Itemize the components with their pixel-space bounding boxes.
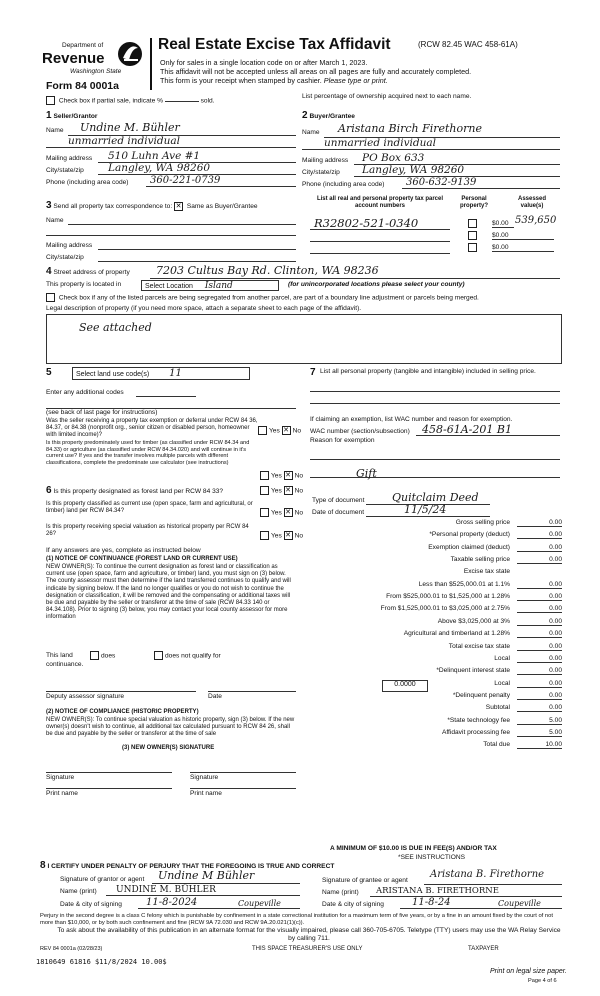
tax-row <box>312 729 562 739</box>
buyer-heading <box>302 110 355 121</box>
tax-row-label: *Delinquent interest state <box>436 667 510 675</box>
no-label: No <box>294 532 304 540</box>
grantor-date-label: Date & city of signing <box>60 901 122 908</box>
current-use-yes-checkbox[interactable] <box>260 508 269 517</box>
personal-property-checkbox[interactable] <box>468 243 477 252</box>
perjury-notice: Perjury in the second degree is a class C felony which is punishable by confinement in a state correctional institution for a maximum term of five years, or by a fine in an amount fixed by the court of not more than $10,000, or by both such confinement and fine (RCW 9A 72.030 and RCW 9A.20.021(1)(c)). <box>40 913 553 926</box>
partial-sale-percent-field[interactable] <box>165 101 199 102</box>
located-in-label: This property is located in <box>46 281 122 288</box>
correspondence-city-label: City/state/zip <box>46 254 84 261</box>
tax-row-label: Exemption claimed (deduct) <box>428 543 510 551</box>
personal-property-section <box>310 367 560 487</box>
tax-row-label: From $525,000.01 to $1,525,000 at 1.28% <box>386 593 510 601</box>
grantee-signature[interactable]: Aristana B. Firethorne <box>430 869 545 880</box>
correspondence-section <box>46 198 296 262</box>
tax-row-label: *Personal property (deduct) <box>429 531 510 539</box>
yes-label: Yes <box>271 472 282 480</box>
tax-row-label: Agricultural and timberland at 1.28% <box>403 630 510 638</box>
no-label: No <box>294 487 304 495</box>
grantee-date-label: Date & city of signing <box>322 901 384 908</box>
seller-address[interactable]: 510 Luhn Ave #1 <box>108 150 201 162</box>
land-use-select-value: 11 <box>169 368 182 379</box>
buyer-phone-label: Phone (including area code) <box>302 181 385 188</box>
grantee-name[interactable]: ARISTANA B. FIRETHORNE <box>376 886 499 896</box>
seller-phone-label: Phone (including area code) <box>46 179 129 186</box>
section4-num: 4 <box>46 266 52 277</box>
tax-row <box>312 655 562 665</box>
owner-print-name-label-2: Print name <box>190 790 222 797</box>
doc-type-value[interactable]: Quitclaim Deed <box>392 491 479 504</box>
location-select-value: Island <box>204 281 233 291</box>
personal-property-label: List all personal property (tangible and intangible) included in selling price. <box>320 368 536 375</box>
partial-sale-checkbox[interactable] <box>46 96 55 105</box>
correspondence-mailing-label: Mailing address <box>46 242 93 249</box>
partial-sale-row <box>46 96 215 105</box>
property-address[interactable]: 7203 Cultus Bay Rd. Clinton, WA 98236 <box>156 264 379 277</box>
does-not-label: does not qualify for <box>165 652 221 660</box>
current-use-yes-no <box>260 508 303 517</box>
header-note-3-text: This form is your receipt when stamped by cashier. <box>160 76 322 85</box>
logo-block <box>38 40 148 100</box>
timber-no-checkbox[interactable] <box>284 471 293 480</box>
seller-num: 1 <box>46 110 52 121</box>
wac-value[interactable]: 458-61A-201 B1 <box>422 423 512 436</box>
seller-address-label: Mailing address <box>46 155 93 162</box>
seller-phone[interactable]: 360-221-0739 <box>150 175 221 186</box>
timber-yes-no <box>260 471 303 480</box>
partial-sale-label: Check box if partial sale, indicate % <box>58 97 163 105</box>
land-use-select-label: Select land use code(s) <box>76 371 150 378</box>
grantor-city[interactable]: Coupeville <box>238 899 281 908</box>
parcel-assessed[interactable]: 539,650 <box>515 215 557 226</box>
agency-name: Revenue <box>42 50 105 67</box>
tax-row <box>312 630 562 640</box>
tax-row <box>312 667 562 677</box>
does-option <box>90 651 115 660</box>
treasurer-space: THIS SPACE TREASURER'S USE ONLY <box>252 946 363 952</box>
doc-date-label: Date of document <box>312 509 365 516</box>
personal-property-checkbox[interactable] <box>468 219 477 228</box>
tax-row <box>312 643 562 653</box>
if-yes-label: If any answers are yes, complete as instructed below <box>46 547 201 554</box>
does-label: does <box>101 652 116 660</box>
header-note-2: This affidavit will not be accepted unless all areas on all pages are fully and accurately completed. <box>160 67 472 76</box>
historic-question: Is this property receiving special valuation as historical property per RCW 84 26? <box>46 524 249 538</box>
located-note: (for unincorporated locations please select your county) <box>288 281 465 288</box>
does-qualify-checkbox[interactable] <box>90 651 99 660</box>
buyer-name-label: Name <box>302 129 320 136</box>
local-rate-box[interactable] <box>382 680 428 692</box>
parcel-table <box>302 196 560 262</box>
notice2-title: (2) NOTICE OF COMPLIANCE (HISTORIC PROPERTY) <box>46 709 199 715</box>
tax-row-label: Total excise tax state <box>448 642 510 650</box>
tax-row <box>312 556 562 566</box>
new-owner-signature-title: (3) NEW OWNER(S) SIGNATURE <box>122 745 215 751</box>
section6-num: 6 <box>46 485 52 496</box>
legal-paper-note: Print on legal size paper. <box>490 968 567 975</box>
forest-yes-no <box>260 486 303 495</box>
buyer-name[interactable]: Aristana Birch Firethorne <box>338 122 482 135</box>
header-note-3-em: Please type or print. <box>323 76 388 85</box>
yes-label: Yes <box>271 532 282 540</box>
owner-signature-label-2: Signature <box>190 774 219 781</box>
seller-name[interactable]: Undine M. Bühler <box>80 121 180 134</box>
tax-row-label: *State technology fee <box>447 716 510 724</box>
segregated-label: Check box if any of the listed parcels are being segregated from another parcel, are part of a boundary line adjustment or parcels being merged. <box>58 294 479 302</box>
section5-num: 5 <box>46 367 52 378</box>
tax-row-label: Gross selling price <box>455 519 510 526</box>
grantor-signature[interactable]: Undine M Bühler <box>158 869 255 882</box>
historic-yes-no <box>260 531 303 540</box>
tax-row-value[interactable]: 0.00 <box>517 581 562 589</box>
does-not-qualify-checkbox[interactable] <box>154 651 163 660</box>
taxpayer-label: TAXPAYER <box>468 946 499 952</box>
tax-row <box>312 680 562 690</box>
grantor-name-label: Name (print) <box>60 888 97 895</box>
exemption-claim-label: If claiming an exemption, list WAC number and reason for exemption. <box>310 416 513 423</box>
tax-row-label: Taxable selling price <box>450 556 510 564</box>
legal-description-label: Legal description of property (if you need more space, attach a separate sheet to each page of the affidavit). <box>46 305 362 312</box>
does-not-option <box>154 651 221 660</box>
current-use-no-checkbox[interactable] <box>284 508 293 517</box>
current-use-question: Is this property classified as current use (open space, farm and agricultural, or timber) land per RCW 84.34? <box>46 501 253 515</box>
see-back-label: (see back of last page for instructions) <box>46 409 158 416</box>
tax-row-label: From $1,525,000.01 to $3,025,000 at 2.75% <box>380 605 510 613</box>
notice2-text: NEW OWNER(S): To continue special valuation as historic property, sign (3) below. If the new owner(s) doesn't wish to continue, all additional tax calculated pursuant to RCW 84 26, shall be due and payable by the seller or transferor at the time of sale <box>46 717 295 738</box>
same-as-buyer-checkbox[interactable] <box>174 202 183 211</box>
tax-row-value[interactable]: 0.00 <box>517 618 562 626</box>
tax-row-label: Above $3,025,000 at 3% <box>437 617 510 625</box>
this-land-label: This land <box>46 652 73 659</box>
doc-type-label: Type of document <box>312 497 365 504</box>
buyer-address[interactable]: PO Box 633 <box>362 152 425 164</box>
location-row <box>46 281 560 293</box>
additional-codes-label: Enter any additional codes <box>46 389 124 396</box>
yes-label: Yes <box>271 487 282 495</box>
same-as-buyer-label: Same as Buyer/Grantee <box>186 203 258 210</box>
tax-row-value[interactable]: 0.00 <box>517 593 562 601</box>
buyer-name-2[interactable]: unmarried individual <box>324 137 437 149</box>
location-select[interactable] <box>141 280 279 291</box>
tax-row-value[interactable]: 0.00 <box>517 605 562 613</box>
parcel-value: $0.00 <box>492 220 514 228</box>
land-use-select[interactable] <box>72 367 250 380</box>
yes-label: Yes <box>271 509 282 517</box>
notice1-title: (1) NOTICE OF CONTINUANCE (FOREST LAND OR CURRENT USE) <box>46 556 238 562</box>
tax-row <box>312 692 562 702</box>
partial-sale-suffix: sold. <box>200 97 215 105</box>
timber-question: Is this property predominately used for timber (as classified under RCW 84.34 and 84.33) or agriculture (as classified under RCW 84.34.020) and will continue in it's current use? If yes and the transfer involves multiple parcels with different classifications, complete the predominate use calculator (see instructions) <box>46 440 250 467</box>
seller-heading <box>46 110 98 121</box>
tax-row <box>312 704 562 714</box>
tax-row-value[interactable]: 10.00 <box>517 741 562 749</box>
parcel-col-assessed: Assessed value(s) <box>517 196 547 210</box>
exemption-no-checkbox[interactable] <box>282 426 291 435</box>
forest-question <box>46 485 223 496</box>
no-label: No <box>294 472 304 480</box>
deputy-signature-label: Deputy assessor signature <box>46 693 125 700</box>
parcel-col-numbers: List all real and personal property tax parcel account numbers <box>316 196 444 210</box>
grantee-sig-label: Signature of grantee or agent <box>322 877 408 884</box>
legal-description-value: See attached <box>79 321 152 334</box>
grantor-name[interactable]: UNDINE M. BÜHLER <box>116 885 216 895</box>
seller-city[interactable]: Langley, WA 98260 <box>108 162 211 174</box>
grantee-name-label: Name (print) <box>322 889 359 896</box>
grantee-city[interactable]: Coupeville <box>498 899 541 908</box>
property-address-label: Street address of property <box>53 269 130 276</box>
parcel-value: $0.00 <box>492 232 554 240</box>
form-title: Real Estate Excise Tax Affidavit <box>158 36 391 53</box>
owner-print-name-label: Print name <box>46 790 78 797</box>
form-number: Form 84 0001a <box>46 80 119 92</box>
tax-row-label: Total due <box>483 741 510 749</box>
tax-row-value[interactable]: 0.00 <box>517 519 562 527</box>
tax-row-value[interactable]: 0.00 <box>517 704 562 712</box>
parcel-col-personal: Personal property? <box>459 196 488 210</box>
header-note-3 <box>160 76 388 85</box>
legal-description-box[interactable] <box>46 314 562 364</box>
tax-row <box>312 717 562 727</box>
yes-label: Yes <box>269 427 280 435</box>
correspondence-label: Send all property tax correspondence to: <box>53 203 173 210</box>
buyer-heading-text: Buyer/Grantee <box>309 113 355 120</box>
tax-row-label: Local <box>494 679 510 687</box>
alt-format-notice: To ask about the availability of this publication in an alternate format for the visually impaired, please call 360-705-6705. Teletype (TTY) users may use the WA Relay Service by calling 711. <box>57 927 561 942</box>
historic-no-checkbox[interactable] <box>284 531 293 540</box>
seller-heading-text: Seller/Grantor <box>53 113 98 120</box>
deputy-date-label: Date <box>208 693 222 700</box>
property-address-row <box>46 266 560 280</box>
correspondence-heading <box>46 200 258 211</box>
grantee-date[interactable]: 11-8-24 <box>412 897 451 908</box>
tax-row-value[interactable]: 5.00 <box>517 717 562 725</box>
header-divider <box>150 38 152 90</box>
tax-row <box>312 741 562 751</box>
tax-row-value[interactable]: 0.00 <box>517 643 562 651</box>
tax-row <box>312 544 562 554</box>
page-number: Page 4 of 6 <box>528 978 557 984</box>
tax-row-label: Subtotal <box>485 704 510 712</box>
timber-yes-checkbox[interactable] <box>260 471 269 480</box>
tax-row <box>312 605 562 615</box>
historic-yes-checkbox[interactable] <box>260 531 269 540</box>
buyer-city[interactable]: Langley, WA 98260 <box>362 164 465 176</box>
seller-section <box>46 110 296 190</box>
reason-label: Reason for exemption <box>310 437 375 444</box>
local-rate: 0.0000 <box>394 681 416 688</box>
revenue-logo-icon <box>114 40 146 70</box>
forest-question-text: Is this property designated as forest land per RCW 84 33? <box>53 488 224 495</box>
tax-row <box>312 531 562 541</box>
notice1-text: NEW OWNER(S): To continue the current designation as forest land or classification as current use (open space, farm and agriculture, or timber) land, you must sign on (3) below. The county assessor must then determine if the land transferred continues to qualify and will indicate by signing below. If the land no longer qualifies or you do not wish to continue the designation or classification, it will be removed and the compensating or additional taxes will be due and payable by the seller or transferor at the time of sale (RCW 84.33 140 or 84.34.108). Prior to signing (3) below, you may contact your local county assessor for more information <box>46 564 291 621</box>
segregated-checkbox[interactable] <box>46 293 55 302</box>
designation-section <box>46 485 302 865</box>
buyer-section <box>302 110 560 190</box>
receipt-stamp: 1810649 61816 $11/8/2024 10.00$ <box>36 958 167 966</box>
location-select-label: Select Location <box>145 283 193 290</box>
land-use-section <box>46 367 302 479</box>
wac-label: WAC number (section/subsection) <box>310 428 410 435</box>
tax-row-value[interactable]: 0.00 <box>517 556 562 564</box>
segregated-row <box>46 293 479 302</box>
parcel-number[interactable]: R32802-521-0340 <box>314 216 419 230</box>
tax-row <box>312 519 562 529</box>
tax-row-value[interactable]: 0.00 <box>517 692 562 700</box>
tax-row-value[interactable]: 0.00 <box>517 531 562 539</box>
correspondence-name-label: Name <box>46 217 64 224</box>
forest-yes-checkbox[interactable] <box>260 486 269 495</box>
seller-city-label: City/state/zip <box>46 167 84 174</box>
grantor-date[interactable]: 11-8-2024 <box>146 897 198 908</box>
tax-row-value[interactable]: 0.00 <box>517 544 562 552</box>
forest-no-checkbox[interactable] <box>284 486 293 495</box>
buyer-city-label: City/state/zip <box>302 169 340 176</box>
parcel-value: $0.00 <box>492 244 554 252</box>
reason-value[interactable]: Gift <box>356 467 377 480</box>
correspondence-num: 3 <box>46 200 52 211</box>
section7-num: 7 <box>310 367 316 378</box>
doc-date-value[interactable]: 11/5/24 <box>404 503 447 516</box>
tax-row-label: *Delinquent penalty <box>452 691 510 699</box>
form-statute: (RCW 82.45 WAC 458-61A) <box>418 40 518 49</box>
tax-row-label: Excise tax state <box>463 568 510 576</box>
tax-row-value[interactable]: 0.00 <box>517 655 562 663</box>
tax-row-value[interactable]: 0.00 <box>517 667 562 675</box>
exemption-yes-checkbox[interactable] <box>258 426 267 435</box>
continuance-label: continuance. <box>46 661 84 668</box>
dept-line: Department of <box>62 42 104 49</box>
tax-row-value[interactable]: 0.00 <box>517 630 562 638</box>
certify-label: I CERTIFY UNDER PENALTY OF PERJURY THAT THE FOREGOING IS TRUE AND CORRECT <box>47 863 335 870</box>
tax-row <box>312 581 562 591</box>
tax-row <box>312 568 562 578</box>
tax-row-value[interactable]: 5.00 <box>517 729 562 737</box>
tax-row <box>312 593 562 603</box>
section8-num: 8 <box>40 860 46 871</box>
buyer-phone[interactable]: 360-632-9139 <box>406 177 477 188</box>
no-label: No <box>294 509 304 517</box>
tax-row-label: Local <box>494 654 510 662</box>
seller-name-label: Name <box>46 127 64 134</box>
header-note-1: Only for sales in a single location code on or after March 1, 2023. <box>160 58 368 67</box>
see-instructions-note: *SEE INSTRUCTIONS <box>398 854 466 861</box>
grantor-sig-label: Signature of grantor or agent <box>60 876 145 883</box>
tax-row-label: Less than $525,000.01 at 1.1% <box>418 580 510 588</box>
owner-signature-label: Signature <box>46 774 75 781</box>
tax-row-value[interactable]: 0.00 <box>517 680 562 688</box>
minimum-due-note: A MINIMUM OF $10.00 IS DUE IN FEE(S) AND/OR TAX <box>330 845 497 852</box>
tax-row <box>312 618 562 628</box>
no-label: No <box>292 427 302 435</box>
tax-row-label: Affidavit processing fee <box>441 728 510 736</box>
buyer-num: 2 <box>302 110 308 121</box>
form-revision: REV 84 0001a (02/28/23) <box>40 946 103 952</box>
buyer-address-label: Mailing address <box>302 157 349 164</box>
seller-name-2[interactable]: unmarried individual <box>68 135 181 147</box>
exemption-yes-no <box>258 426 301 435</box>
state-name: Washington State <box>70 68 122 75</box>
exemption-question: Was the seller receiving a property tax exemption or deferral under RCW 84 36, 84.37, or 84.38 (nonprofit org., senior citizen or disabled person, homeowner with limited income)? <box>46 418 258 439</box>
ownership-note: List percentage of ownership acquired next to each name. <box>302 93 472 100</box>
personal-property-checkbox[interactable] <box>468 231 477 240</box>
